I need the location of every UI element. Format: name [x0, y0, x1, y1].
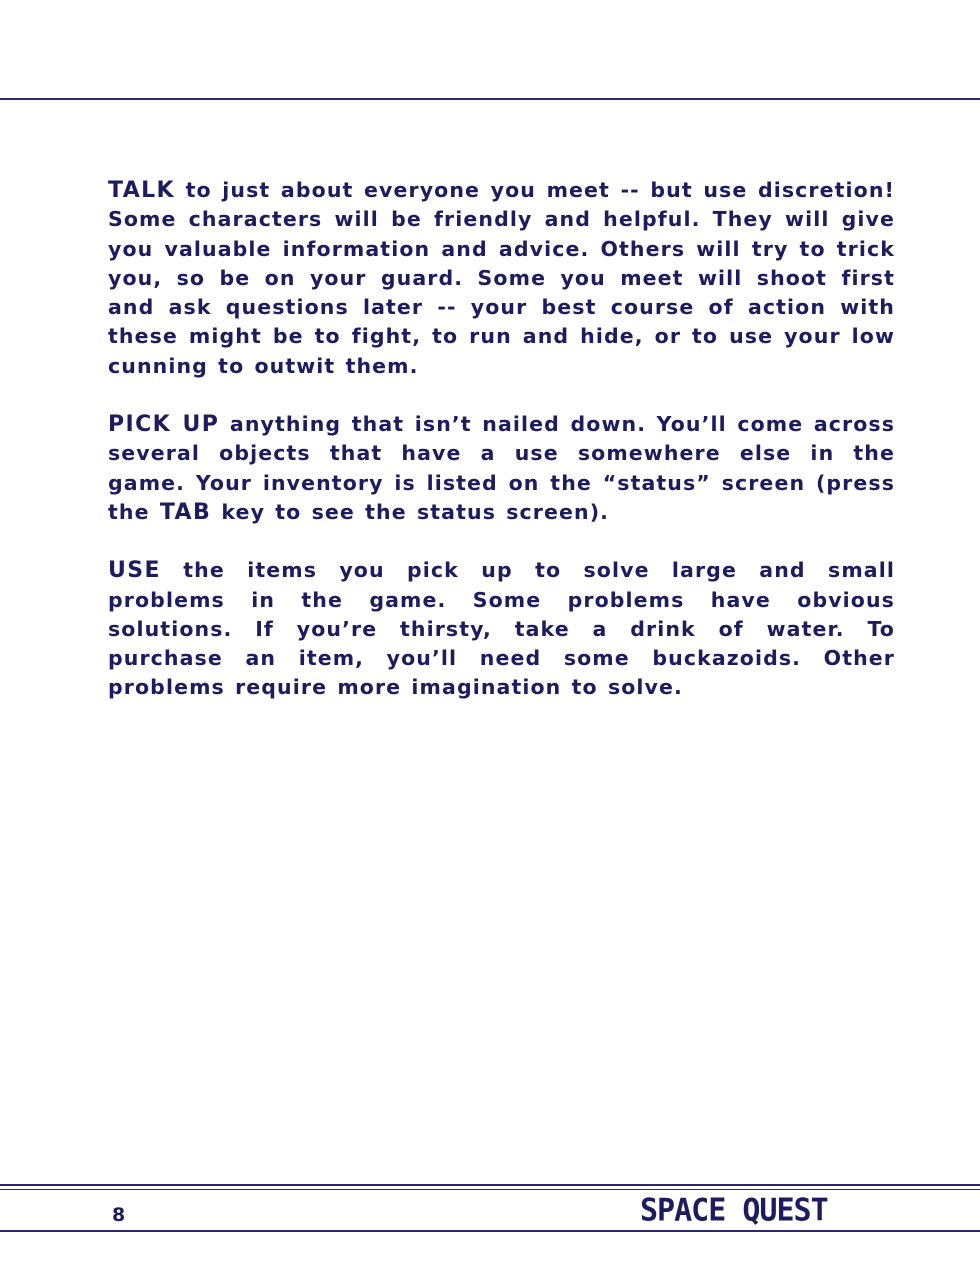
paragraph-pick-up-text-before: anything that isn’t nailed down. You’ll come across several objects that have a use somewhere else in the game. Your inventory is listed on the “status” screen (press the [108, 412, 896, 524]
paragraph-pick-up [108, 410, 895, 527]
lead-word-talk: TALK [108, 178, 175, 203]
paragraph-talk [108, 176, 895, 381]
lead-word-use: USE [108, 558, 161, 584]
footer-title: SPACE QUEST [640, 1192, 828, 1229]
page-body [108, 176, 895, 732]
footer-rule-bottom [0, 1230, 980, 1232]
paragraph-pick-up-text-after: key to see the status screen). [211, 499, 610, 524]
paragraph-talk-text: to just about everyone you meet -- but use discretion! Some characters will be friendly and helpful. They will give you valuable information and advice. Others will try to trick you, so be on your guard. Some you meet will shoot first and ask questions later -- your best course of action with these might be to fight, to run and hide, or to use your low cunning to outwit them. [108, 178, 895, 378]
lead-word-pick-up: PICK UP [108, 412, 220, 438]
tab-key-label: TAB [159, 499, 212, 525]
header-rule [0, 98, 980, 100]
paragraph-use-text: the items you pick up to solve large and small problems in the game. Some problems have obvious solutions. If you’re thirsty, take a drink of water. To purchase an item, you’ll need some buckazoids. Other problems require more imagination to solve. [108, 558, 895, 700]
footer-rule-inner [0, 1189, 980, 1190]
paragraph-use [108, 556, 895, 702]
page-number: 8 [112, 1204, 126, 1226]
footer-rule-top [0, 1184, 980, 1186]
